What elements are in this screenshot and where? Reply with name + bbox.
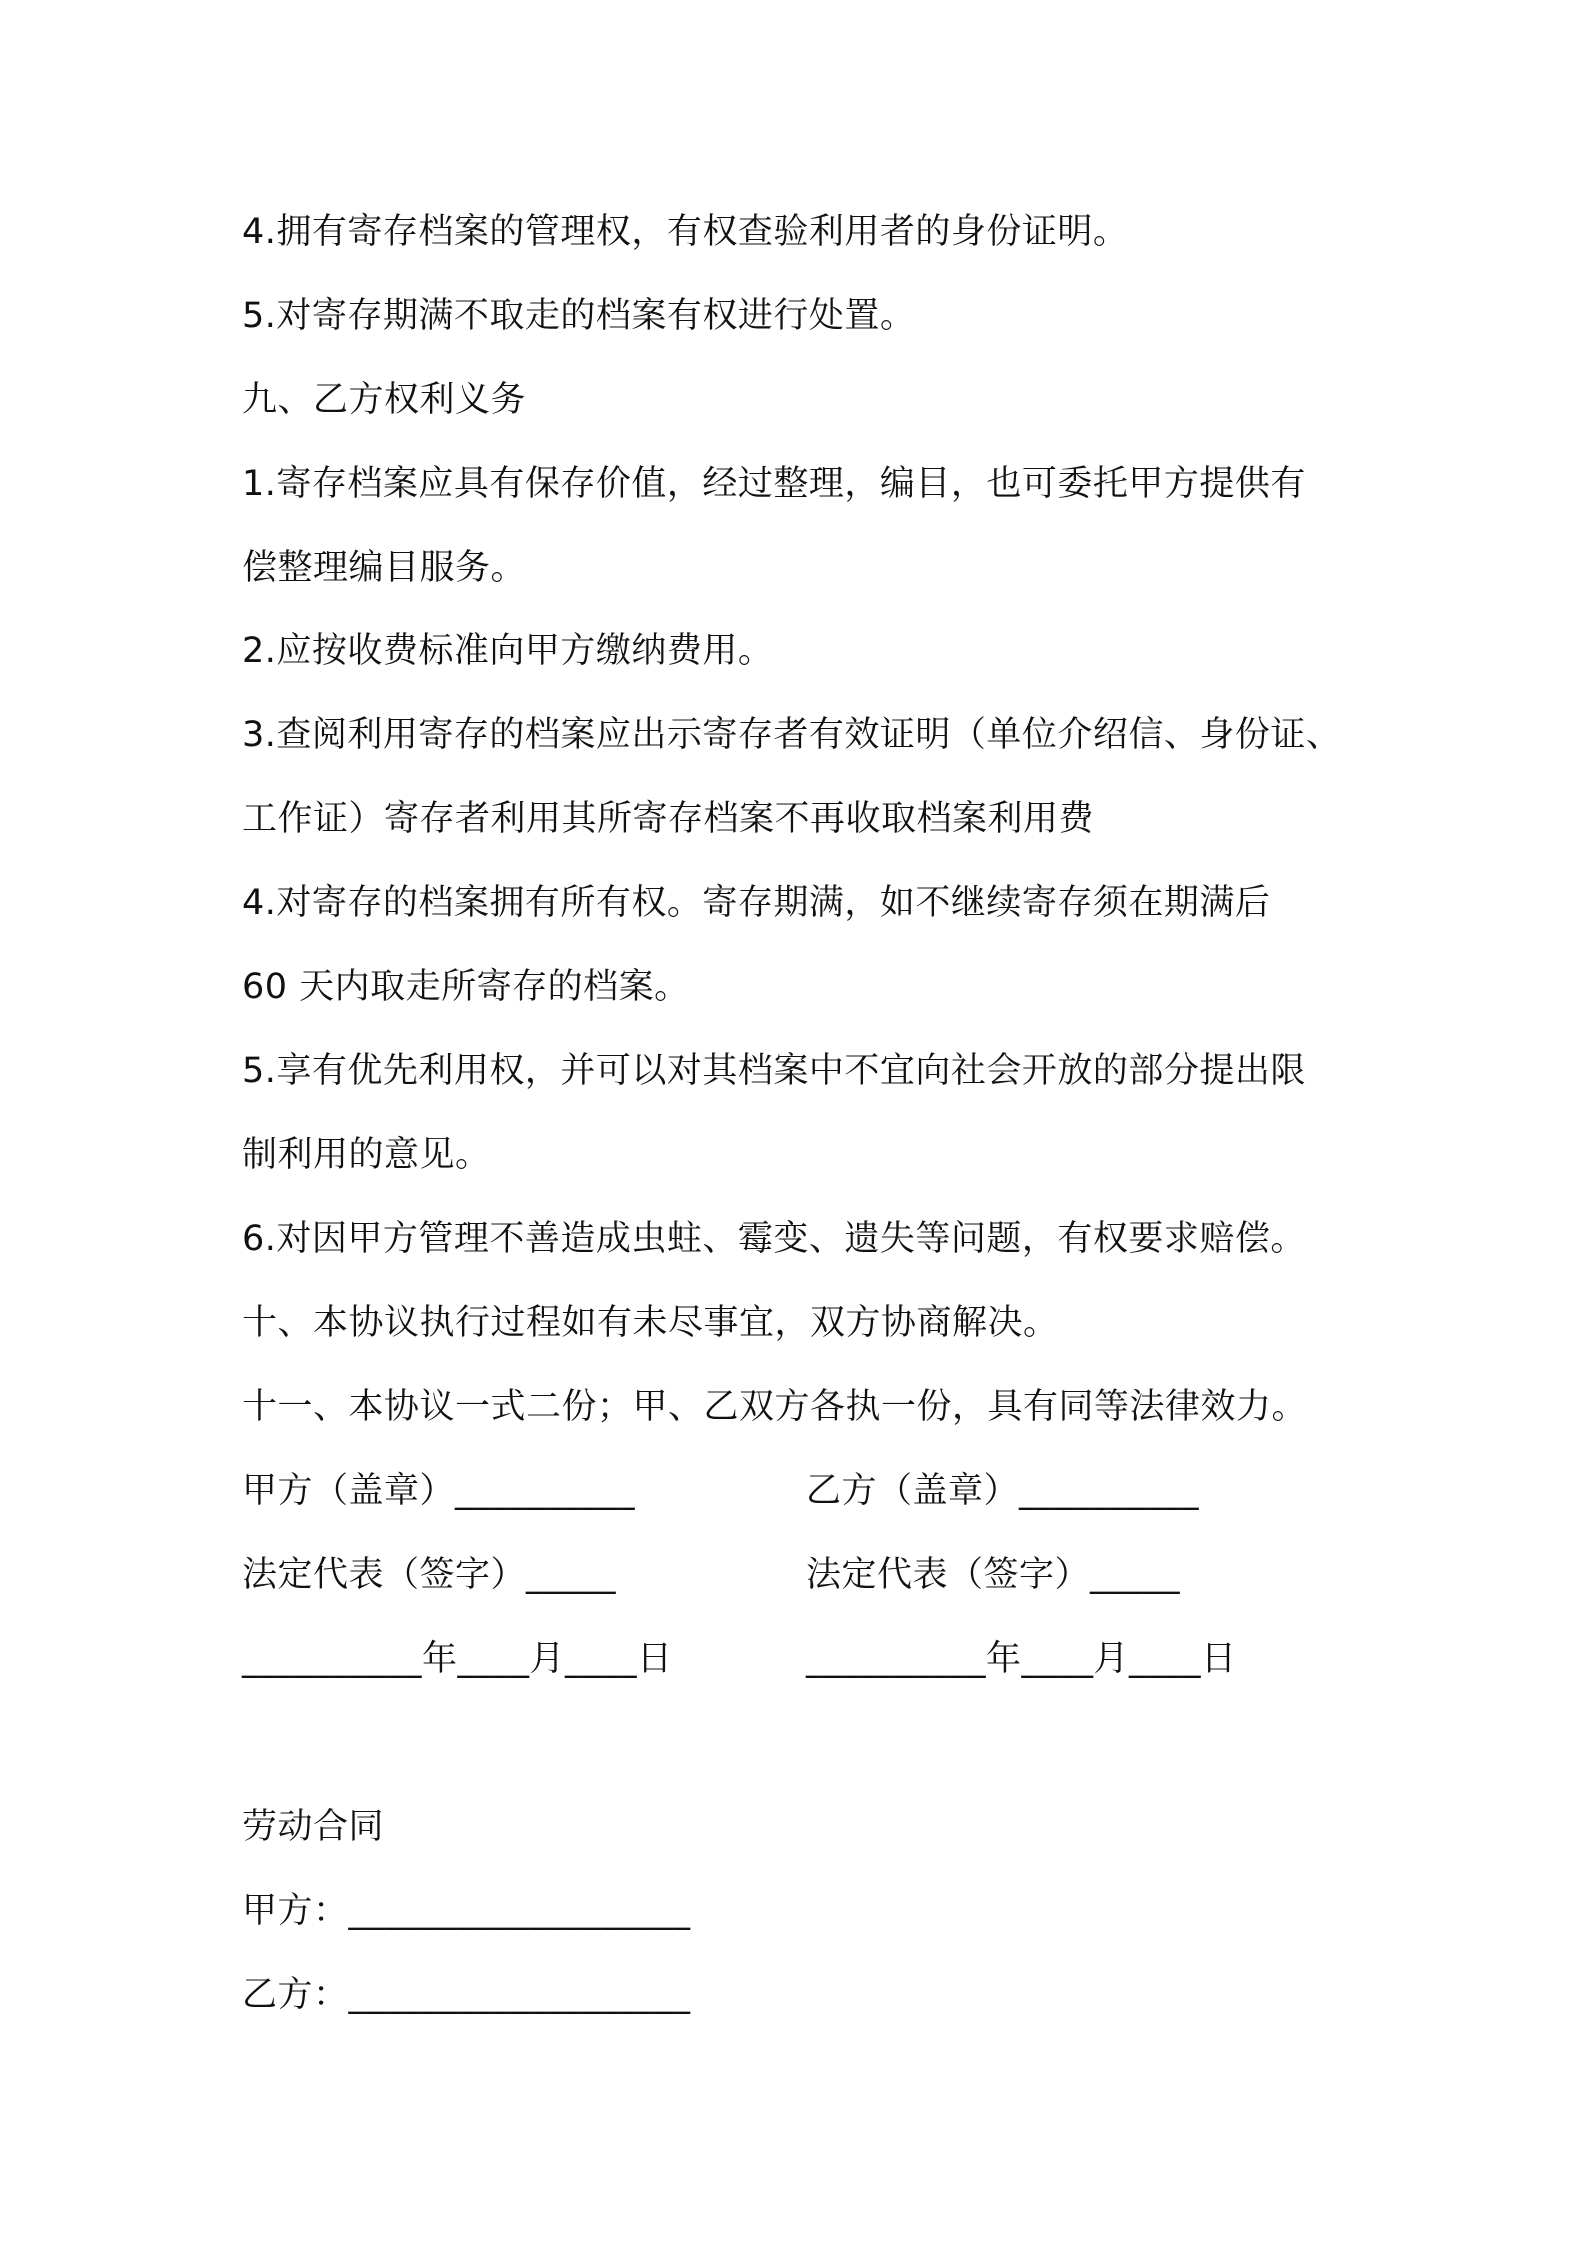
clause-9-5-cont: 制利用的意见。: [242, 1135, 491, 1175]
clause-8-4: 4.拥有寄存档案的管理权，有权查验利用者的身份证明。: [242, 212, 1129, 252]
clause-9-2: 2.应按收费标准向甲方缴纳费用。: [242, 631, 774, 671]
labor-party-b-field: 乙方：___________________: [242, 1975, 691, 2015]
clause-8-5: 5.对寄存期满不取走的档案有权进行处置。: [242, 296, 916, 336]
party-b-representative-field: 法定代表（签字）_____: [806, 1555, 1181, 1595]
clause-9-6: 6.对因甲方管理不善造成虫蛀、霉变、遗失等问题，有权要求赔偿。: [242, 1219, 1306, 1259]
section-10: 十、本协议执行过程如有未尽事宜，双方协商解决。: [242, 1303, 1059, 1343]
labor-contract-title: 劳动合同: [242, 1807, 385, 1847]
clause-9-4: 4.对寄存的档案拥有所有权。寄存期满，如不继续寄存须在期满后: [242, 883, 1271, 923]
labor-party-a-field: 甲方：___________________: [242, 1891, 691, 1931]
party-b-seal-field: 乙方（盖章）__________: [806, 1471, 1200, 1511]
party-b-date-field: __________年____月____日: [806, 1639, 1237, 1679]
party-a-representative-field: 法定代表（签字）_____: [242, 1555, 617, 1595]
clause-9-1: 1.寄存档案应具有保存价值，经过整理，编目，也可委托甲方提供有: [242, 464, 1306, 504]
section-9-heading: 九、乙方权利义务: [242, 380, 527, 420]
clause-9-3: 3.查阅利用寄存的档案应出示寄存者有效证明（单位介绍信、身份证、: [242, 715, 1342, 755]
party-a-seal-field: 甲方（盖章）__________: [242, 1471, 636, 1511]
clause-9-4-cont: 60 天内取走所寄存的档案。: [242, 967, 690, 1007]
party-a-date-field: __________年____月____日: [242, 1639, 673, 1679]
clause-9-1-cont: 偿整理编目服务。: [242, 548, 527, 588]
clause-9-5: 5.享有优先利用权，并可以对其档案中不宜向社会开放的部分提出限: [242, 1051, 1306, 1091]
clause-9-3-cont: 工作证）寄存者利用其所寄存档案不再收取档案利用费: [242, 799, 1095, 839]
section-11: 十一、本协议一式二份；甲、乙双方各执一份，具有同等法律效力。: [242, 1387, 1308, 1427]
